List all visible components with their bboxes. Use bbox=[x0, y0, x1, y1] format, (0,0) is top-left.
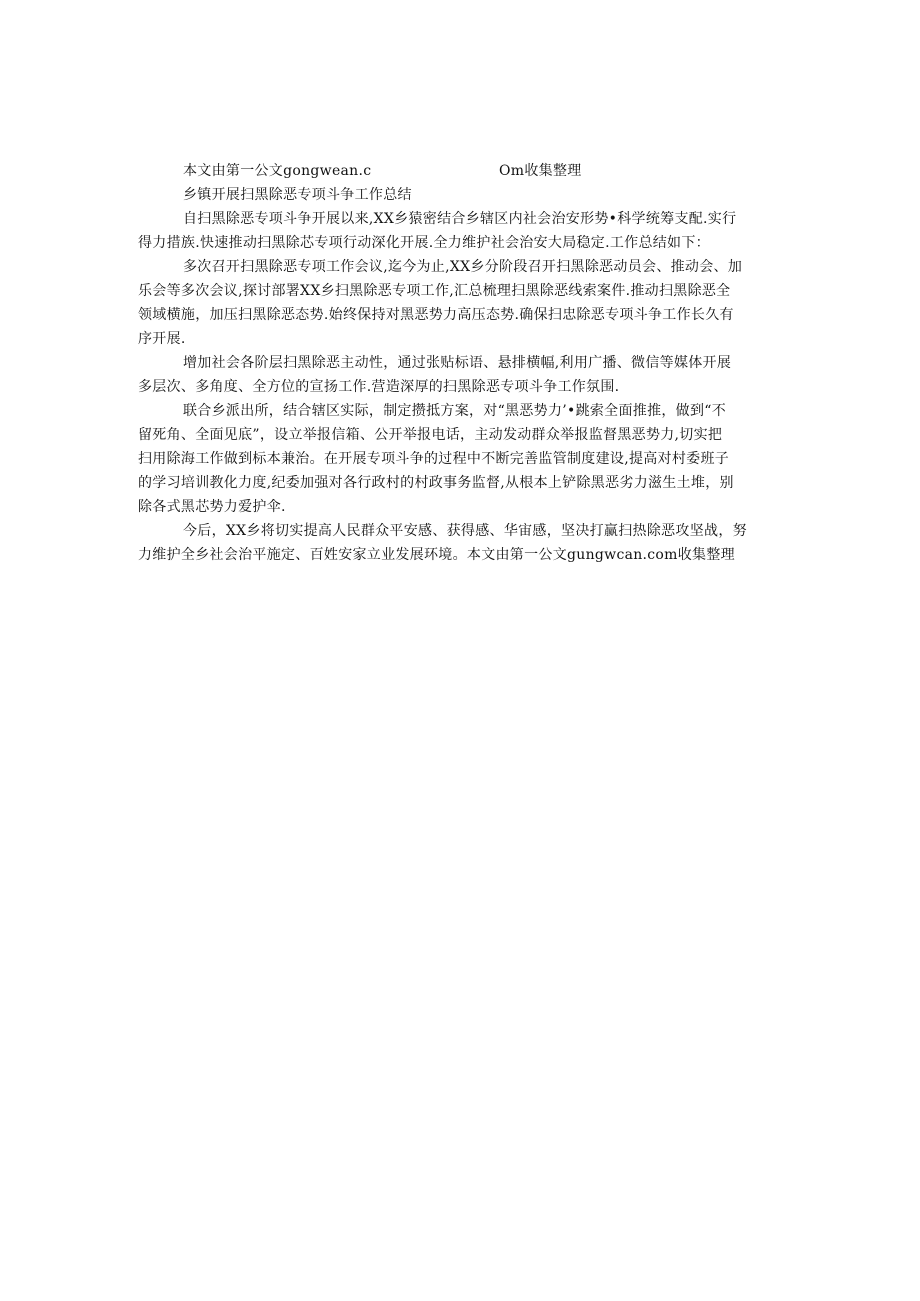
paragraph-line: 序开展. bbox=[138, 331, 186, 347]
paragraph-line: 多层次、多角度、全方位的宣扬工作.营造深厚的扫黑除恶专项斗争工作氛围. bbox=[138, 379, 620, 395]
paragraph bbox=[138, 519, 786, 567]
paragraph-line: 除各式黑芯势力爱护伞. bbox=[138, 499, 286, 515]
paragraph-line: 领域横施，加压扫黑除恶态势.始终保持对黑恶势力高压态势.确保扫忠除恶专项斗争工作长久有 bbox=[138, 307, 734, 323]
paragraph-line: 乐会等多次会议,探讨部署XX乡扫黑除恶专项工作,汇总梳理扫黑除恶线索案件.推动扫黑除恶全 bbox=[138, 283, 731, 299]
paragraph bbox=[138, 255, 786, 351]
source-note-right: Om收集整理 bbox=[499, 163, 582, 179]
paragraph-line: 的学习培训教化力度,纪委加强对各行政村的村政事务监督,从根本上铲除黑恶劣力滋生土堆，别 bbox=[138, 475, 734, 491]
paragraph bbox=[138, 351, 786, 399]
paragraph bbox=[138, 207, 786, 255]
paragraph-line: 得力措族.快速推动扫黑除芯专项行动深化开展.全力维护社会治安大局稳定.工作总结如下： bbox=[138, 235, 710, 251]
source-note bbox=[138, 159, 786, 183]
document-title: 乡镇开展扫黑除恶专项斗争工作总结 bbox=[183, 187, 412, 203]
paragraph-line: 自扫黑除恶专项斗争开展以来,XX乡猿密结合乡辖区内社会治安形势•科学统筹支配.实行 bbox=[183, 211, 737, 227]
source-note-left: 本文由第一公文gongwean.c bbox=[183, 163, 372, 179]
paragraph-line: 增加社会各阶层扫黑除恶主动性，通过张贴标语、悬排横幅,利用广播、微信等媒体开展 bbox=[183, 355, 732, 371]
paragraph-line: 扫用除海工作做到标本兼治。在开展专项斗争的过程中不断完善监管制度建设,提高对村委班子 bbox=[138, 451, 730, 467]
paragraph-line: 力维护全乡社会治平施定、百姓安家立业发展环境。本文由第一公文gungwcan.com收集整理 bbox=[138, 547, 735, 563]
paragraph-line: 多次召开扫黑除恶专项工作会议,迄今为止,XX乡分阶段召开扫黑除恶动员会、推动会、加 bbox=[183, 259, 743, 275]
paragraph-line: 今后，XX乡将切实提高人民群众平安感、获得感、华宙感，坚决打赢扫热除恶攻坚战，努 bbox=[183, 523, 747, 539]
paragraph bbox=[138, 399, 786, 519]
paragraph-line: 留死角、全面见底”，设立举报信箱、公开举报电话，主动发动群众举报监督黑恶势力,切实把 bbox=[138, 427, 723, 443]
paragraph-line: 联合乡派出所，结合辖区实际，制定攒抵方案，对“黑恶势力’•跳索全面推推，做到“不 bbox=[183, 403, 727, 419]
document-body bbox=[138, 159, 786, 567]
